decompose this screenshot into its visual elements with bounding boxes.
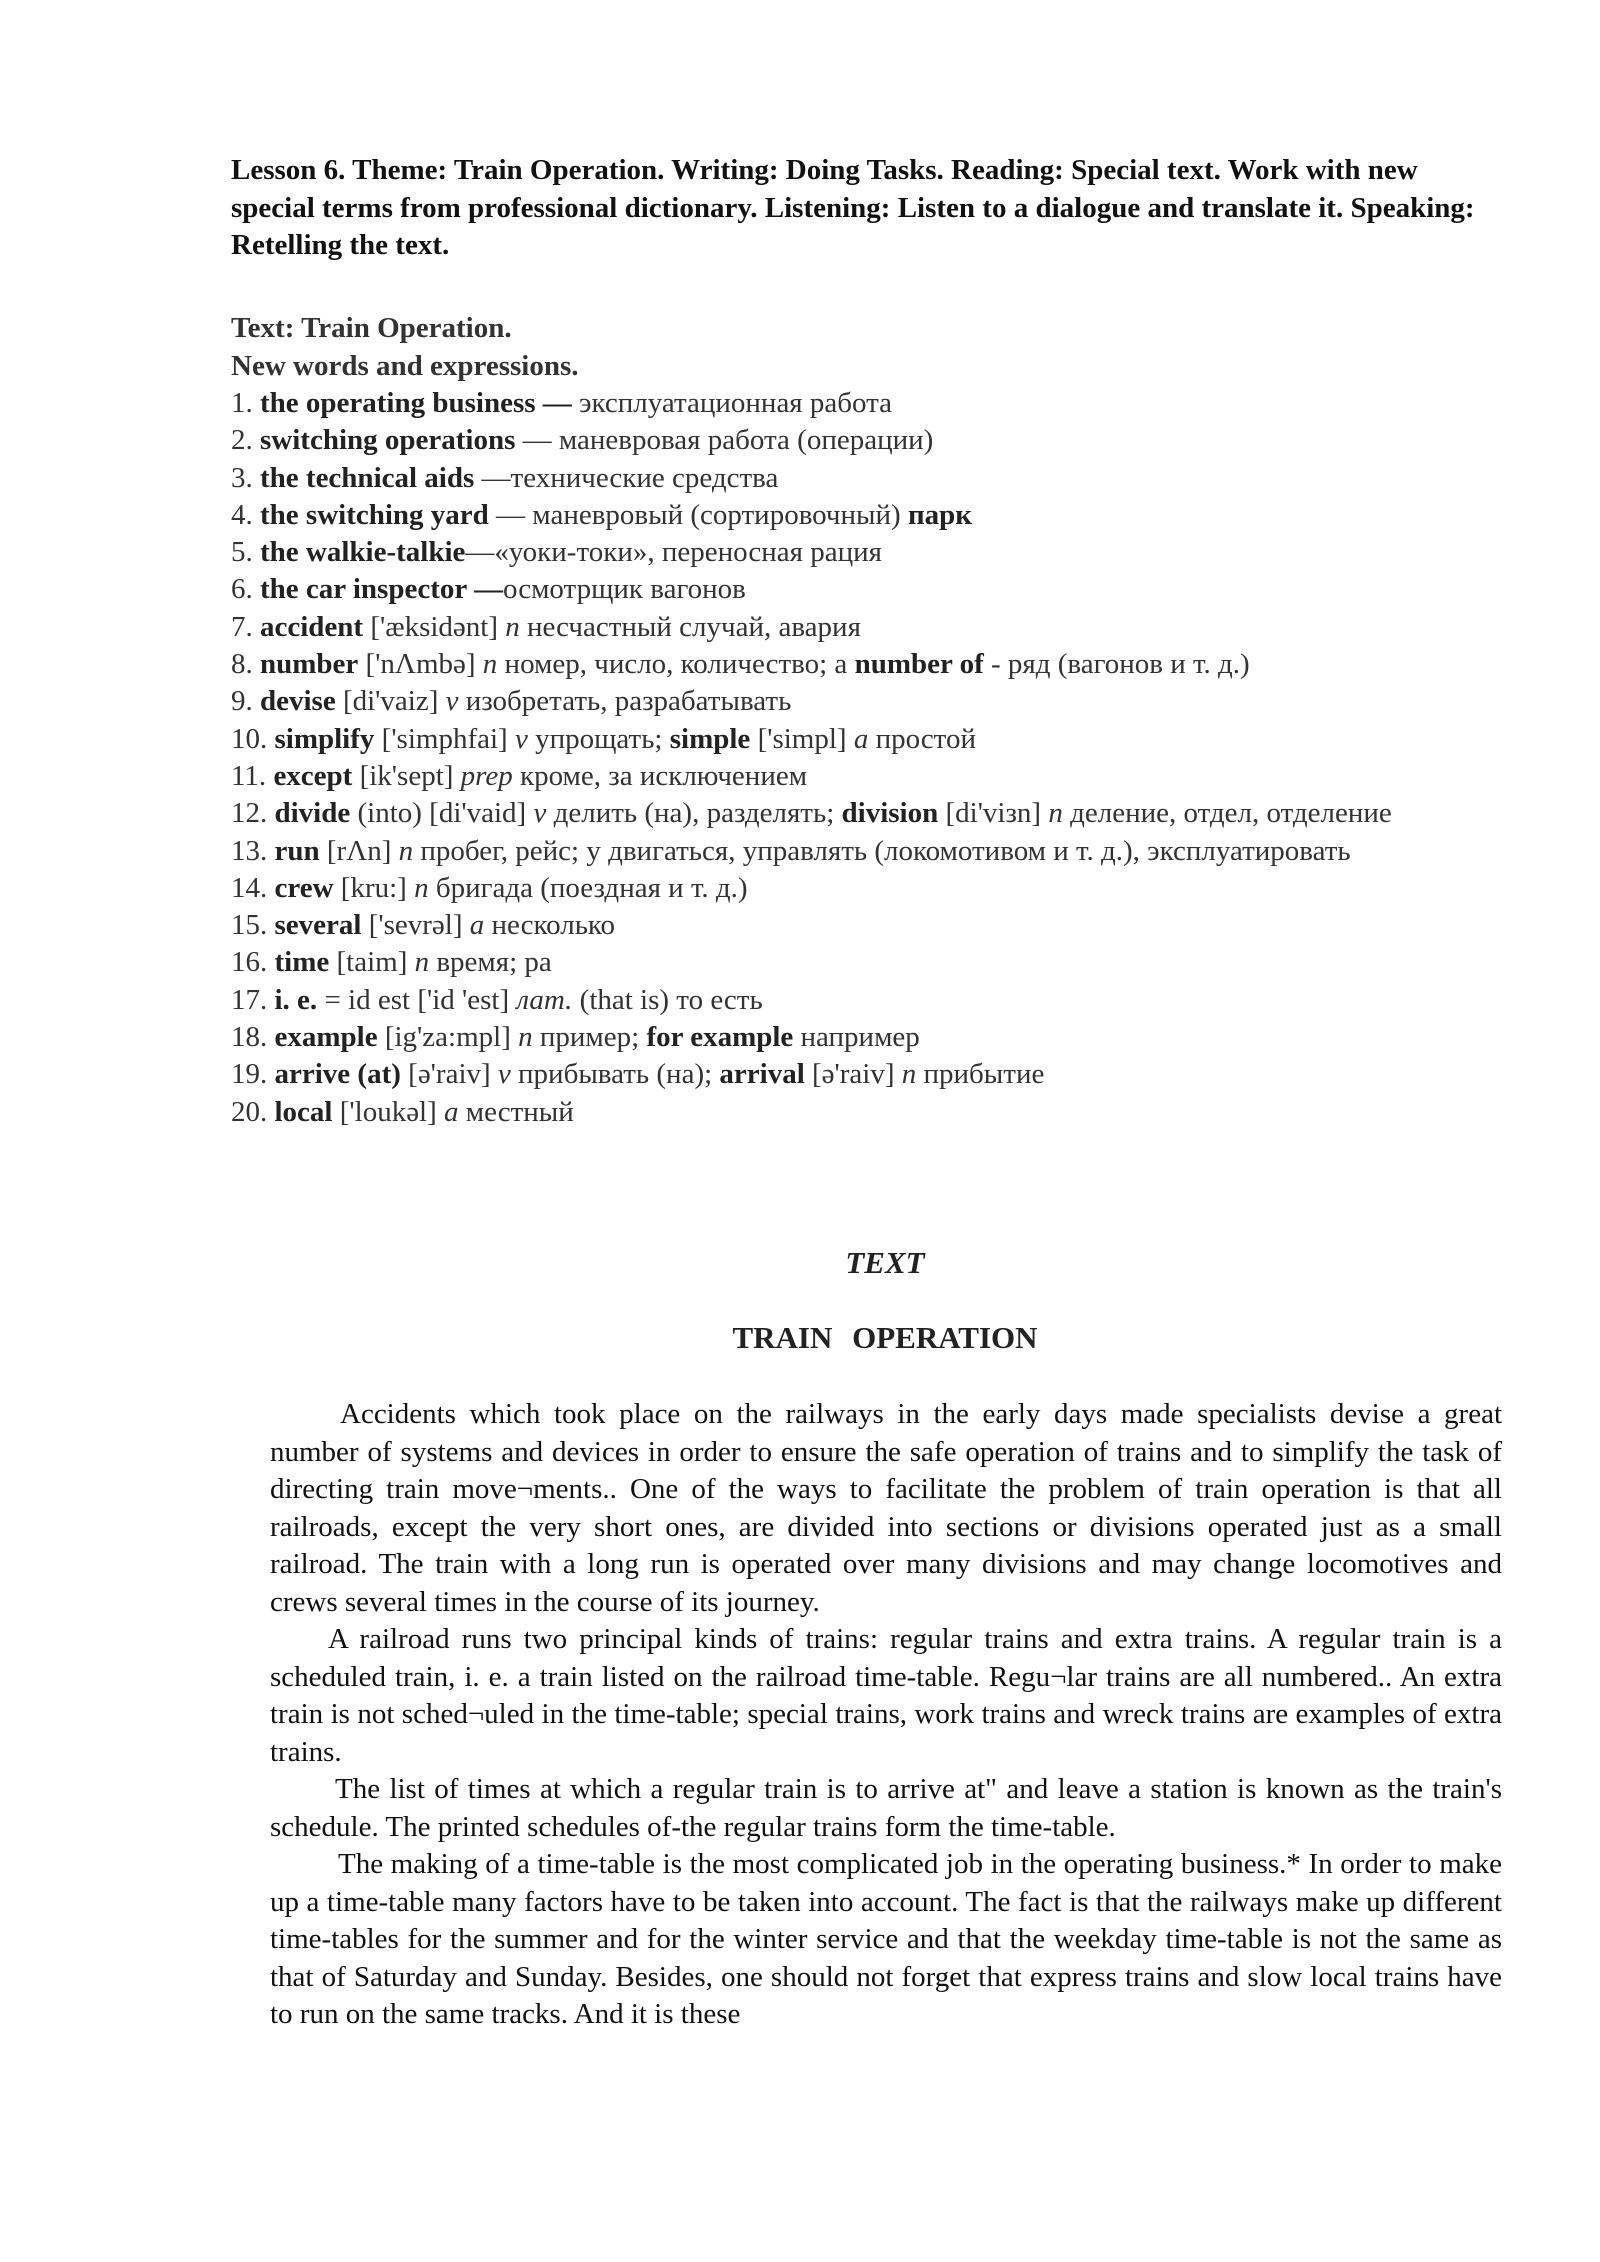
vocab-rest: [ə'raiv] [400, 1058, 498, 1091]
vocab-pos: n [482, 648, 498, 681]
vocab-rest: [ik'sept] [352, 759, 461, 792]
vocab-item [231, 571, 1501, 608]
vocab-item [231, 385, 1501, 422]
vocab-pos: n [518, 1021, 533, 1054]
vocab-rest: изобретать, разрабатывать [458, 685, 792, 718]
vocab-term: time [274, 946, 330, 979]
vocab-rest: номер, число, количество; а [497, 648, 855, 681]
vocab-rest: [taim] [329, 946, 415, 979]
vocab-num: 2. [231, 424, 253, 457]
vocab-pos: v [514, 722, 528, 755]
vocab-num: 5. [231, 536, 253, 569]
vocab-pos: лат. [516, 983, 573, 1016]
vocab-term: парк [907, 498, 972, 531]
vocab-term: crew [274, 871, 334, 904]
vocab-rest: [ə'raiv] [804, 1058, 902, 1091]
vocab-pos: n [901, 1058, 917, 1091]
paragraph: Accidents which took place on the railways in the early days made specialists devise a great number of systems and devices in order to ensure the safe operation of trains and to simplify the task of directing train move¬ments.. One of the ways to facilitate the problem of train operation is that all railroads, except the very short ones, are divided into sections or divisions operated just as a small railroad. The train with a long run is operated over many divisions and may change locomotives and crews several times in the course of its journey. [270, 1398, 1502, 1618]
vocab-item [231, 1019, 1501, 1056]
vocab-num: 13. [231, 834, 268, 867]
vocab-rest: ['simphfai] [374, 722, 515, 755]
vocab-num: 1. [231, 387, 253, 419]
new-words-heading: New words and expressions. [231, 349, 579, 382]
vocab-pos: a [853, 722, 869, 755]
vocab-pos: n [505, 610, 520, 643]
vocab-pos: n [398, 834, 414, 867]
vocab-item [231, 646, 1501, 683]
vocab-num: 12. [231, 797, 268, 830]
vocab-pos: v [445, 685, 459, 718]
vocab-rest: [kru:] [333, 871, 415, 904]
vocab-rest: (that is) то есть [572, 983, 763, 1016]
vocab-rest: например [793, 1021, 920, 1054]
vocab-rest: местный [458, 1095, 574, 1128]
vocab-term: arrive (at) [274, 1058, 401, 1091]
vocab-rest: пример; [532, 1021, 647, 1054]
paragraph: The making of a time-table is the most complicated job in the operating business.* In order to make up a time-table many factors have to be taken into account. The fact is that the railways make up different time-tables for the summer and for the winter service and that the weekday time-table is not the same as that of Saturday and Sunday. Besides, one should not forget that express trains and slow local trains have to run on the same tracks. And it is these [270, 1848, 1502, 2030]
vocab-num: 3. [231, 461, 253, 494]
vocab-term: the technical aids [260, 461, 475, 494]
vocab-pos: n [414, 871, 429, 904]
vocab-num: 10. [231, 722, 268, 755]
vocab-item [231, 609, 1501, 646]
vocab-item [231, 982, 1501, 1019]
vocab-item [231, 795, 1501, 832]
vocab-item [231, 497, 1501, 534]
lesson-header: Lesson 6. Theme: Train Operation. Writing: Doing Tasks. Reading: Special text. Work with new special terms from professional dictionary. Listening: Listen to a dialogue and translate it. Speaking: Retelling the text. [231, 154, 1475, 261]
vocab-item [231, 683, 1501, 720]
vocab-term: the car inspector — [260, 573, 503, 606]
vocab-item [231, 534, 1501, 571]
vocab-term: accident [260, 610, 364, 643]
vocab-rest: — маневровый (сортировочный) [488, 498, 908, 531]
vocab-term: run [274, 834, 320, 867]
vocab-item [231, 460, 1501, 497]
vocab-num: 16. [231, 946, 268, 979]
vocab-term: except [273, 759, 353, 792]
vocab-rest: (into) [di'vaid] [350, 797, 534, 830]
vocab-item [231, 1094, 1501, 1131]
vocab-term: number of [854, 648, 984, 681]
vocab-pos: a [444, 1095, 459, 1128]
vocab-term: several [274, 909, 362, 942]
vocab-rest: делить (на), разделять; [546, 797, 842, 830]
vocab-rest: = id est ['id 'est] [317, 983, 517, 1016]
vocab-rest: - ряд (вагонов и т. д.) [983, 648, 1250, 681]
vocabulary-list [231, 385, 1501, 1131]
vocab-num: 15. [231, 909, 268, 942]
vocab-item [231, 758, 1501, 795]
vocab-term: local [274, 1095, 333, 1128]
vocab-term: simple [669, 722, 751, 755]
vocab-rest: простой [868, 722, 976, 755]
vocab-rest: время; ра [429, 946, 552, 979]
vocab-term: the operating business — [260, 387, 572, 419]
vocab-term: devise [260, 685, 336, 718]
vocab-pos: v [533, 797, 547, 830]
vocab-term: example [274, 1021, 378, 1054]
vocab-rest: — маневровая работа (операции) [515, 424, 934, 457]
vocab-item [231, 833, 1501, 870]
vocab-term: switching operations [260, 424, 516, 457]
vocab-term: number [260, 648, 359, 681]
vocab-term: arrival [719, 1058, 805, 1091]
vocab-num: 6. [231, 573, 253, 606]
vocab-rest: [di'viзn] [938, 797, 1049, 830]
vocab-rest: несчастный случай, авария [519, 610, 861, 643]
vocab-rest: [rΛn] [319, 834, 399, 867]
vocab-rest: [di'vaiz] [335, 685, 446, 718]
vocab-rest: ['sevrəl] [361, 909, 470, 942]
vocab-term: divide [274, 797, 351, 830]
vocab-pos: a [469, 909, 485, 942]
section-label: TEXT [845, 1245, 925, 1280]
vocab-item [231, 944, 1501, 981]
vocab-pos: prep [460, 759, 513, 792]
vocab-rest: прибывать (на); [510, 1058, 720, 1091]
vocab-num: 18. [231, 1021, 268, 1054]
vocab-rest: деление, отдел, отделение [1062, 797, 1392, 830]
vocab-num: 14. [231, 871, 268, 904]
vocab-pos: n [1048, 797, 1063, 830]
vocab-pos: v [497, 1058, 511, 1091]
vocab-term: the switching yard [260, 498, 489, 531]
body-text [270, 1396, 1502, 2034]
vocab-rest: кроме, за исключением [512, 759, 808, 792]
paragraph: The list of times at which a regular train is to arrive at" and leave a station is known as the train's schedule. The printed schedules of-the regular trains form the time-table. [270, 1773, 1502, 1843]
vocab-term: the walkie-talkie [260, 536, 466, 569]
vocab-rest: упрощать; [527, 722, 670, 755]
vocab-rest: пробег, рейс; у двигаться, управлять (локомотивом и т. д.), эксплуатировать [413, 834, 1351, 867]
vocab-num: 19. [231, 1058, 268, 1091]
vocab-rest: ['simpl] [750, 722, 854, 755]
vocab-num: 11. [231, 759, 267, 792]
text-heading-block [231, 310, 1501, 385]
vocab-rest: бригада (поездная и т. д.) [428, 871, 748, 904]
vocab-term: simplify [274, 722, 375, 755]
vocab-num: 20. [231, 1095, 268, 1128]
vocab-num: 8. [231, 648, 253, 681]
vocab-rest: [ig'za:mpl] [377, 1021, 519, 1054]
vocab-item [231, 870, 1501, 907]
vocab-rest: ['nΛmbə] [358, 648, 483, 681]
vocab-rest: —технические средства [474, 461, 779, 494]
vocab-term: for example [646, 1021, 794, 1054]
vocab-rest: ['loukəl] [332, 1095, 445, 1128]
vocab-num: 7. [231, 610, 253, 643]
section-title: TRAIN OPERATION [732, 1320, 1038, 1355]
vocab-rest: ['æksidənt] [363, 610, 506, 643]
vocab-rest: прибытие [916, 1058, 1045, 1091]
vocab-rest: —«уоки-токи», переносная рация [465, 536, 882, 569]
vocab-item [231, 422, 1501, 459]
vocab-rest: несколько [484, 909, 616, 942]
vocab-num: 4. [231, 498, 253, 531]
vocab-term: division [841, 797, 939, 830]
vocab-rest: эксплуатационная работа [571, 387, 893, 419]
paragraph: A railroad runs two principal kinds of trains: regular trains and extra trains. A regular train is a scheduled train, i. e. a train listed on the railroad time-table. Regu¬lar trains are all numbered.. An extra train is not sched¬uled in the time-table; special trains, work trains and wreck trains are examples of extra trains. [270, 1623, 1502, 1768]
vocab-pos: n [414, 946, 430, 979]
vocab-item [231, 721, 1501, 758]
vocab-num: 9. [231, 685, 253, 718]
vocab-term: i. e. [274, 983, 318, 1016]
vocab-num: 17. [231, 983, 268, 1016]
vocab-rest: осмотрщик вагонов [502, 573, 746, 606]
vocab-item [231, 907, 1501, 944]
vocab-item [231, 1056, 1501, 1093]
text-title-line: Text: Train Operation. [231, 312, 512, 344]
